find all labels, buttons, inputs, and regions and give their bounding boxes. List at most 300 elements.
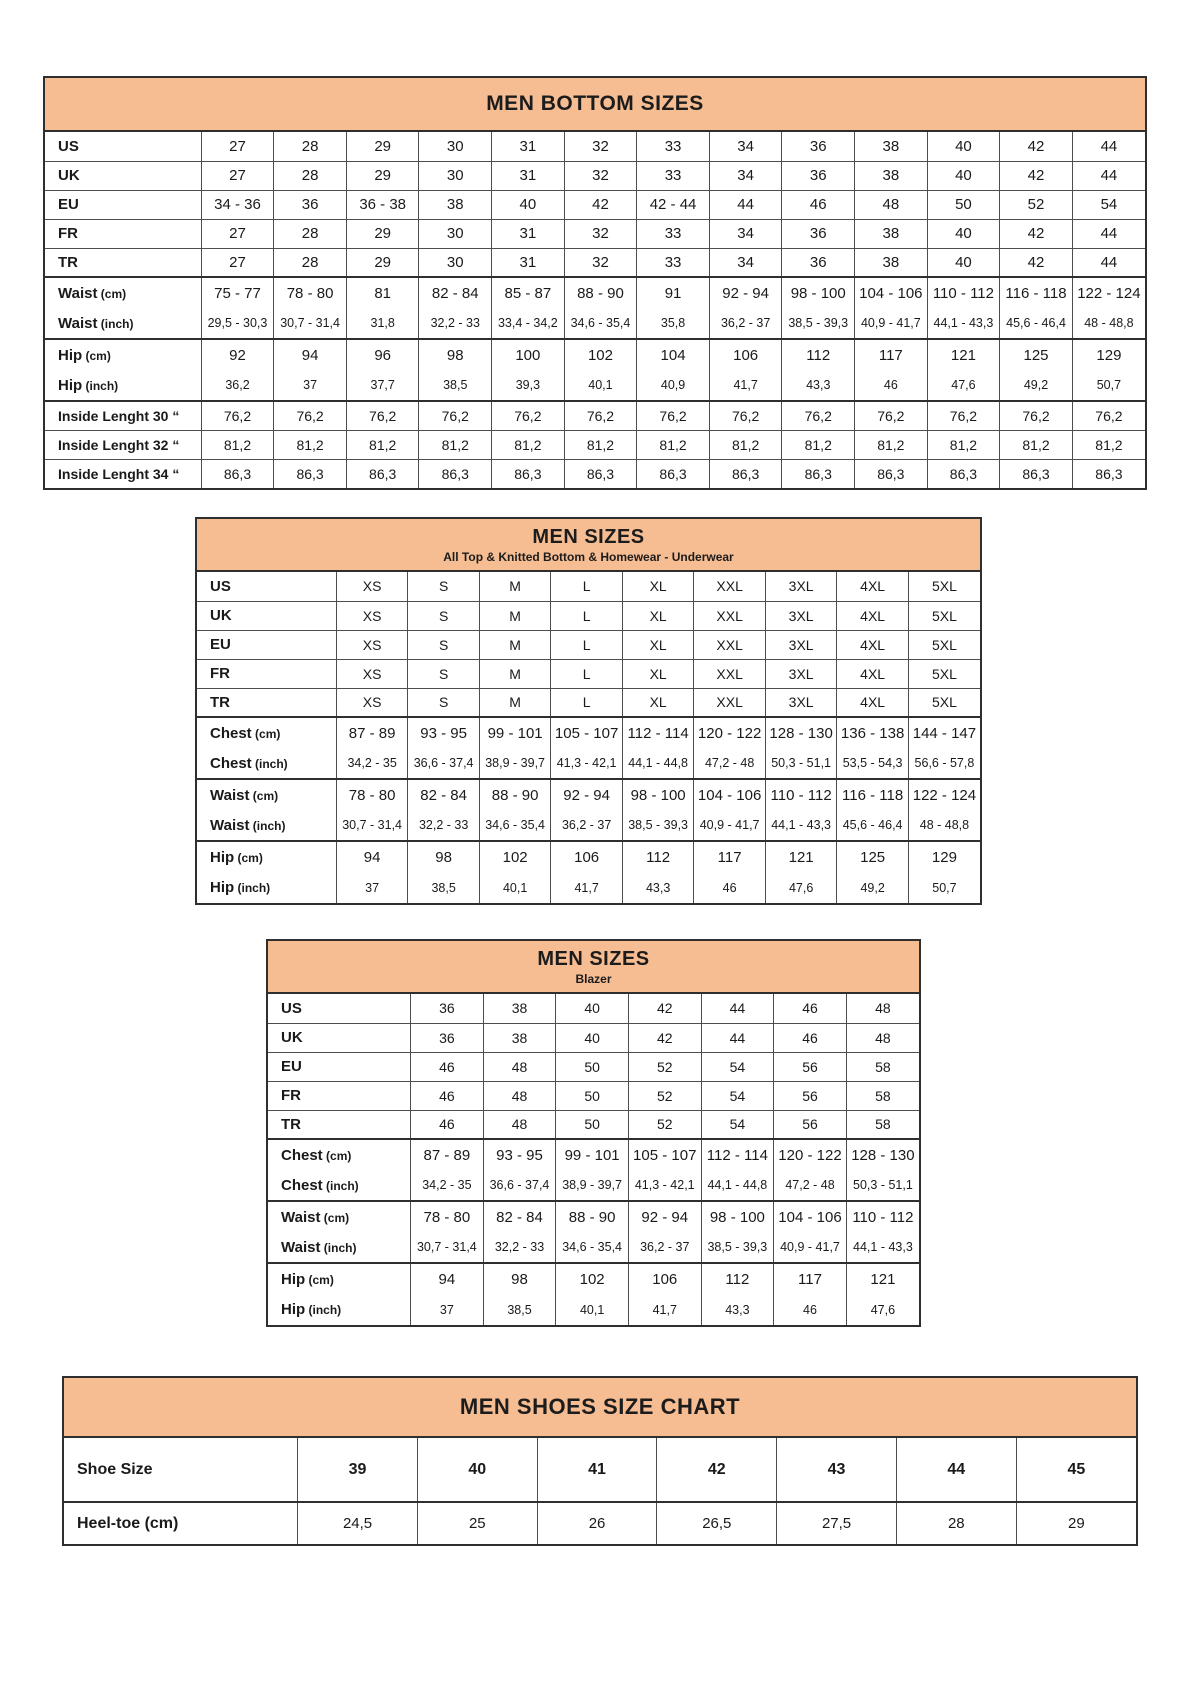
size-cell: 44	[896, 1438, 1016, 1502]
size-cell: 49,2	[1000, 370, 1073, 401]
size-cell: 30	[419, 161, 492, 190]
size-cell: 50,3 - 51,1	[846, 1170, 919, 1201]
row-label-unit: (cm)	[234, 850, 263, 865]
size-cell: 45,6 - 46,4	[837, 810, 909, 841]
size-cell: 96	[346, 339, 419, 370]
row-label: Inside Lenght 34 “	[45, 459, 201, 488]
size-cell: XL	[622, 659, 694, 688]
size-cell: 43,3	[622, 872, 694, 903]
size-cell: 38	[855, 248, 928, 277]
size-cell: 48	[855, 190, 928, 219]
size-cell: S	[408, 630, 480, 659]
row-label: Waist (inch)	[268, 1232, 411, 1263]
size-cell: 122 - 124	[1072, 277, 1145, 308]
size-cell: 110 - 112	[765, 779, 837, 810]
size-cell: 5XL	[908, 688, 980, 717]
size-cell: 42	[1000, 132, 1073, 161]
size-cell: 76,2	[1000, 401, 1073, 430]
size-cell: 4XL	[837, 659, 909, 688]
size-cell: 32	[564, 248, 637, 277]
size-cell: XL	[622, 601, 694, 630]
size-cell: 52	[1000, 190, 1073, 219]
size-cell: 32,2 - 33	[419, 308, 492, 339]
size-cell: 47,2 - 48	[694, 748, 766, 779]
size-cell: 34,2 - 35	[422, 1178, 472, 1192]
size-cell: 117	[694, 841, 766, 872]
size-cell: 46	[774, 1294, 847, 1325]
size-cell: 129	[1072, 339, 1145, 370]
table-row	[268, 1294, 919, 1325]
size-cell: 3XL	[765, 659, 837, 688]
table-row	[268, 1023, 919, 1052]
table-row	[197, 572, 980, 601]
size-cell: 41,7	[709, 370, 782, 401]
men-bottom-sizes-header-band	[45, 78, 1145, 132]
size-cell: 81	[346, 277, 419, 308]
size-cell: 33	[637, 219, 710, 248]
size-cell: 54	[1072, 190, 1145, 219]
table-title: MEN BOTTOM SIZES	[486, 92, 704, 115]
size-cell: 36,2	[225, 378, 250, 392]
size-cell: 28	[274, 161, 347, 190]
size-cell: 50	[927, 190, 1000, 219]
size-cell: 81,2	[709, 430, 782, 459]
size-cell: 81,2	[855, 430, 928, 459]
size-cell: 30,7 - 31,4	[274, 308, 347, 339]
size-cell: 58	[846, 1110, 919, 1139]
size-cell: 32	[564, 219, 637, 248]
size-cell: 117	[855, 339, 928, 370]
size-cell: 38,5	[483, 1294, 556, 1325]
size-cell: 34 - 36	[201, 190, 274, 219]
size-cell: XS	[336, 601, 408, 630]
table-row	[197, 688, 980, 717]
row-label: Hip (cm)	[45, 339, 201, 370]
table-row	[268, 1052, 919, 1081]
size-cell: 98	[408, 841, 480, 872]
size-cell: 43,3	[701, 1294, 774, 1325]
size-cell: 86,3	[201, 459, 274, 488]
size-cell: 27	[201, 161, 274, 190]
size-cell: 42	[657, 1438, 777, 1502]
size-cell: 86,3	[855, 459, 928, 488]
size-cell: 47,2 - 48	[774, 1170, 847, 1201]
size-cell: 3XL	[765, 688, 837, 717]
size-cell: 46	[782, 190, 855, 219]
size-cell: 36,2 - 37	[551, 810, 623, 841]
size-cell: 36,2 - 37	[628, 1232, 701, 1263]
row-label: Hip (inch)	[268, 1294, 411, 1325]
size-cell: 81,2	[637, 430, 710, 459]
size-cell: 136 - 138	[837, 717, 909, 748]
size-cell: 34,6 - 35,4	[479, 810, 551, 841]
row-label: Waist (inch)	[45, 308, 201, 339]
size-cell: 87 - 89	[336, 717, 408, 748]
size-cell: 38	[483, 994, 556, 1023]
size-cell: 125	[837, 841, 909, 872]
size-cell: 112	[622, 841, 694, 872]
size-cell: 48	[483, 1052, 556, 1081]
size-cell: 36	[274, 190, 347, 219]
size-cell: S	[408, 601, 480, 630]
size-cell: 110 - 112	[927, 277, 1000, 308]
row-label: EU	[197, 630, 336, 659]
size-cell: 30	[419, 132, 492, 161]
row-label: Shoe Size	[64, 1438, 298, 1502]
size-cell: 129	[908, 841, 980, 872]
size-cell: 29	[346, 219, 419, 248]
size-cell: 40,1	[479, 872, 551, 903]
row-label-unit: (inch)	[305, 1303, 342, 1317]
size-cell: 26	[537, 1502, 657, 1544]
row-label: UK	[197, 601, 336, 630]
size-cell: 27,5	[777, 1502, 897, 1544]
size-cell: 42	[1000, 248, 1073, 277]
size-cell: 121	[927, 339, 1000, 370]
row-label-unit: (inch)	[234, 881, 271, 895]
size-cell: 30,7 - 31,4	[342, 818, 402, 832]
size-cell: 39,3	[492, 370, 565, 401]
size-chart-page	[0, 76, 1200, 1681]
size-cell: 32,2 - 33	[483, 1232, 556, 1263]
table-row	[268, 1232, 919, 1263]
size-cell: 44	[1072, 219, 1145, 248]
table-row	[45, 401, 1145, 430]
size-cell: 31,8	[346, 308, 419, 339]
size-cell: 4XL	[837, 688, 909, 717]
size-cell: 86,3	[782, 459, 855, 488]
size-cell: 144 - 147	[908, 717, 980, 748]
row-label: UK	[45, 161, 201, 190]
size-cell: 29	[346, 248, 419, 277]
size-cell: 40	[927, 219, 1000, 248]
size-cell: 104 - 106	[694, 779, 766, 810]
size-cell: 33	[637, 248, 710, 277]
size-cell: M	[479, 601, 551, 630]
size-cell: 35,8	[637, 308, 710, 339]
size-cell: XXL	[694, 688, 766, 717]
table-row	[268, 994, 919, 1023]
table-row	[197, 601, 980, 630]
size-cell: 29	[1016, 1502, 1136, 1544]
table-row	[197, 748, 980, 779]
table-row	[45, 161, 1145, 190]
row-label-unit: (cm)	[320, 1210, 350, 1225]
size-cell: 34	[709, 161, 782, 190]
table-title: MEN SIZES	[537, 948, 650, 970]
size-cell: 42	[564, 190, 637, 219]
size-cell: 81,2	[782, 430, 855, 459]
size-cell: 104 - 106	[774, 1201, 847, 1232]
row-label: Chest (cm)	[197, 717, 336, 748]
table-row	[45, 459, 1145, 488]
row-label: EU	[45, 190, 201, 219]
size-cell: L	[551, 659, 623, 688]
size-cell: 36	[411, 1023, 484, 1052]
size-cell: S	[408, 572, 480, 601]
size-cell: 100	[492, 339, 565, 370]
size-cell: 36 - 38	[346, 190, 419, 219]
size-cell: 34	[709, 248, 782, 277]
size-cell: 52	[628, 1110, 701, 1139]
table-title: MEN SHOES SIZE CHART	[459, 1394, 741, 1419]
size-cell: 24,5	[298, 1502, 418, 1544]
size-cell: 29,5 - 30,3	[207, 316, 268, 330]
size-cell: 46	[774, 1023, 847, 1052]
size-cell: 32	[564, 161, 637, 190]
row-label: Hip (cm)	[197, 841, 336, 872]
size-cell: 91	[637, 277, 710, 308]
table-row	[268, 1081, 919, 1110]
size-cell: 86,3	[1000, 459, 1073, 488]
size-cell: 41,7	[551, 872, 623, 903]
size-cell: 98	[483, 1263, 556, 1294]
size-cell: 56	[774, 1081, 847, 1110]
size-cell: 38	[419, 190, 492, 219]
men-shoes-header-band	[64, 1378, 1136, 1438]
size-cell: 98	[419, 339, 492, 370]
size-cell: 29	[346, 161, 419, 190]
size-cell: 38	[855, 132, 928, 161]
size-cell: 30	[419, 219, 492, 248]
size-cell: 37,7	[346, 370, 419, 401]
size-cell: 76,2	[782, 401, 855, 430]
row-label: Chest (inch)	[268, 1170, 411, 1201]
table-row	[45, 277, 1145, 308]
size-cell: 45,6 - 46,4	[1000, 308, 1073, 339]
men-bottom-sizes-grid	[45, 132, 1145, 488]
size-cell: 43	[777, 1438, 897, 1502]
size-cell: 40,9	[637, 370, 710, 401]
size-cell: 27	[201, 219, 274, 248]
size-cell: 93 - 95	[408, 717, 480, 748]
size-cell: 48	[483, 1110, 556, 1139]
size-cell: 46	[411, 1110, 484, 1139]
size-cell: 5XL	[908, 659, 980, 688]
size-cell: 28	[896, 1502, 1016, 1544]
size-cell: 86,3	[927, 459, 1000, 488]
size-cell: 94	[274, 339, 347, 370]
size-cell: 92 - 94	[551, 779, 623, 810]
size-cell: M	[479, 630, 551, 659]
size-cell: 38,5	[408, 872, 480, 903]
size-cell: 27	[201, 248, 274, 277]
size-cell: 75 - 77	[201, 277, 274, 308]
size-cell: 116 - 118	[837, 779, 909, 810]
size-cell: 105 - 107	[551, 717, 623, 748]
table-row	[268, 1139, 919, 1170]
size-cell: 38	[855, 161, 928, 190]
size-cell: 92	[201, 339, 274, 370]
size-cell: XS	[336, 659, 408, 688]
size-cell: 5XL	[908, 572, 980, 601]
table-row	[64, 1438, 1136, 1502]
size-cell: 86,3	[419, 459, 492, 488]
size-cell: 46	[774, 994, 847, 1023]
size-cell: 105 - 107	[628, 1139, 701, 1170]
size-cell: 27	[229, 137, 246, 155]
size-cell: 37	[439, 1302, 454, 1317]
row-label: Hip (cm)	[268, 1263, 411, 1294]
size-cell: 37	[274, 370, 347, 401]
size-cell: 47,6	[765, 872, 837, 903]
size-cell: 36,2 - 37	[709, 308, 782, 339]
size-cell: 99 - 101	[479, 717, 551, 748]
row-label: Waist (cm)	[197, 779, 336, 810]
size-cell: 36	[782, 248, 855, 277]
size-cell: 32	[564, 132, 637, 161]
row-label-unit: (cm)	[251, 726, 281, 741]
row-label: Hip (inch)	[45, 370, 201, 401]
row-label: US	[268, 994, 411, 1023]
size-cell: 42	[1000, 219, 1073, 248]
size-cell: 48	[846, 1023, 919, 1052]
size-cell: 58	[846, 1081, 919, 1110]
row-label-unit: (inch)	[97, 316, 134, 331]
size-cell: 47,6	[927, 370, 1000, 401]
size-cell: 25	[417, 1502, 537, 1544]
size-cell: 106	[551, 841, 623, 872]
size-cell: 112	[782, 339, 855, 370]
size-cell: 40,1	[556, 1294, 629, 1325]
size-cell: 98 - 100	[782, 277, 855, 308]
size-cell: XL	[622, 688, 694, 717]
size-cell: 50	[556, 1110, 629, 1139]
size-cell: 76,2	[274, 401, 347, 430]
size-cell: 34,6 - 35,4	[556, 1232, 629, 1263]
size-cell: XXL	[694, 630, 766, 659]
size-cell: 38	[483, 1023, 556, 1052]
table-row	[197, 779, 980, 810]
table-row	[197, 841, 980, 872]
row-label: TR	[45, 248, 201, 277]
size-cell: 5XL	[908, 630, 980, 659]
table-row	[45, 308, 1145, 339]
table-row	[197, 630, 980, 659]
row-label-unit: (inch)	[82, 378, 119, 393]
table-row	[268, 1263, 919, 1294]
size-cell: 40	[556, 994, 629, 1023]
row-label: Waist (cm)	[268, 1201, 411, 1232]
size-cell: 44	[701, 1023, 774, 1052]
size-cell: 38	[855, 219, 928, 248]
size-cell: 40	[556, 1023, 629, 1052]
size-cell: 3XL	[765, 601, 837, 630]
size-cell: 34	[709, 132, 782, 161]
size-cell: 116 - 118	[1000, 277, 1073, 308]
size-cell: 40	[927, 161, 1000, 190]
table-title: MEN SIZES	[532, 526, 645, 548]
size-cell: 87 - 89	[411, 1139, 484, 1170]
table-row	[64, 1502, 1136, 1544]
row-label: Hip (inch)	[197, 872, 336, 903]
size-cell: 88 - 90	[479, 779, 551, 810]
size-cell: 48 - 48,8	[1072, 308, 1145, 339]
size-cell: 76,2	[492, 401, 565, 430]
size-cell: 38,5	[419, 370, 492, 401]
size-cell: L	[551, 688, 623, 717]
size-cell: 38,5 - 39,3	[782, 308, 855, 339]
size-cell: 94	[411, 1263, 484, 1294]
size-cell: 76,2	[346, 401, 419, 430]
size-cell: 120 - 122	[774, 1139, 847, 1170]
size-cell: 121	[846, 1263, 919, 1294]
row-label-unit: (cm)	[322, 1148, 352, 1163]
size-cell: 38,5 - 39,3	[622, 810, 694, 841]
size-cell: 54	[701, 1081, 774, 1110]
table-row	[45, 190, 1145, 219]
size-cell: 85 - 87	[492, 277, 565, 308]
men-sizes-top-underwear-table	[195, 517, 982, 905]
size-cell: 34,2 - 35	[347, 756, 397, 770]
men-shoes-size-chart-table	[62, 1376, 1138, 1546]
size-cell: 41,7	[628, 1294, 701, 1325]
men-sizes-top-grid	[197, 572, 980, 903]
size-cell: 120 - 122	[694, 717, 766, 748]
size-cell: 76,2	[419, 401, 492, 430]
size-cell: 38,5 - 39,3	[701, 1232, 774, 1263]
size-cell: 81,2	[201, 430, 274, 459]
size-cell: 36	[782, 161, 855, 190]
size-cell: 40,9 - 41,7	[855, 308, 928, 339]
men-bottom-sizes-table	[43, 76, 1147, 490]
men-sizes-blazer-header-band	[268, 941, 919, 994]
size-cell: 106	[628, 1263, 701, 1294]
size-cell: 78 - 80	[411, 1201, 484, 1232]
row-label-unit: (cm)	[249, 788, 279, 803]
size-cell: XS	[336, 630, 408, 659]
size-cell: 81,2	[564, 430, 637, 459]
men-sizes-top-header-band	[197, 519, 980, 572]
size-cell: 5XL	[908, 601, 980, 630]
row-label-unit: (inch)	[251, 756, 288, 771]
size-cell: 92 - 94	[628, 1201, 701, 1232]
size-cell: 76,2	[201, 401, 274, 430]
size-cell: 44	[1072, 161, 1145, 190]
row-label-unit: (cm)	[305, 1272, 334, 1287]
size-cell: 28	[274, 132, 347, 161]
size-cell: 86,3	[346, 459, 419, 488]
size-cell: 40,9 - 41,7	[694, 810, 766, 841]
size-cell: 93 - 95	[483, 1139, 556, 1170]
table-row	[45, 132, 1145, 161]
size-cell: 50	[556, 1052, 629, 1081]
size-cell: 46	[855, 370, 928, 401]
row-label: Waist (cm)	[45, 277, 201, 308]
size-cell: 40	[927, 248, 1000, 277]
size-cell: L	[551, 630, 623, 659]
table-row	[45, 248, 1145, 277]
row-label: US	[45, 132, 201, 161]
size-cell: 86,3	[274, 459, 347, 488]
size-cell: 128 - 130	[846, 1139, 919, 1170]
size-cell: 54	[701, 1110, 774, 1139]
size-cell: 41	[537, 1438, 657, 1502]
size-cell: 98 - 100	[622, 779, 694, 810]
row-label-unit: (inch)	[322, 1178, 359, 1193]
size-cell: 82 - 84	[419, 277, 492, 308]
size-cell: 46	[411, 1081, 484, 1110]
size-cell: 48	[483, 1081, 556, 1110]
size-cell: 50	[556, 1081, 629, 1110]
size-cell: 121	[765, 841, 837, 872]
size-cell: 30	[419, 248, 492, 277]
size-cell: S	[408, 659, 480, 688]
size-cell: 48 - 48,8	[908, 810, 980, 841]
row-label: Heel-toe (cm)	[64, 1502, 298, 1544]
size-cell: 104 - 106	[855, 277, 928, 308]
size-cell: 40,9 - 41,7	[774, 1232, 847, 1263]
